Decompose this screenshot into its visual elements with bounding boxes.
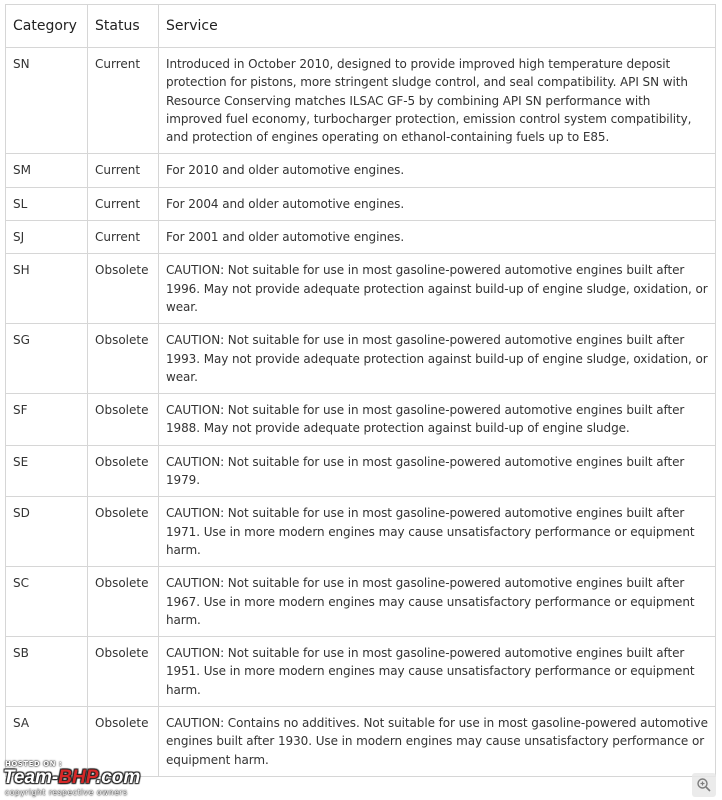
cell-category: SB: [6, 637, 88, 707]
cell-service: For 2001 and older automotive engines.: [159, 221, 716, 254]
table-row: [6, 221, 716, 254]
header-service: Service: [159, 5, 716, 48]
watermark-hosted-on: HOSTED ON :: [5, 760, 63, 768]
cell-status: Obsolete: [88, 567, 159, 637]
cell-category: SJ: [6, 221, 88, 254]
cell-status: Obsolete: [88, 254, 159, 324]
cell-category: SA: [6, 707, 88, 777]
cell-category: SH: [6, 254, 88, 324]
cell-service: CAUTION: Not suitable for use in most gasoline-powered automotive engines built after 1967. Use in more modern engines may cause unsatisfactory performance or equipment harm.: [159, 567, 716, 637]
cell-status: Obsolete: [88, 445, 159, 497]
header-category: Category: [6, 5, 88, 48]
api-oil-category-table: [5, 4, 716, 777]
table-row: [6, 324, 716, 394]
logo-part-team: Team-: [3, 767, 59, 788]
table-row: [6, 567, 716, 637]
cell-status: Obsolete: [88, 497, 159, 567]
zoom-button[interactable]: [692, 773, 716, 797]
cell-status: Obsolete: [88, 637, 159, 707]
cell-service: CAUTION: Not suitable for use in most gasoline-powered automotive engines built after 1979.: [159, 445, 716, 497]
watermark-copyright: copyright respective owners: [5, 788, 128, 797]
cell-status: Current: [88, 187, 159, 220]
table-row: [6, 445, 716, 497]
table-row: [6, 187, 716, 220]
cell-service: CAUTION: Contains no additives. Not suitable for use in most gasoline-powered automotive engines built after 1930. Use in modern engines may cause unsatisfactory performance or equipment harm.: [159, 707, 716, 777]
cell-category: SC: [6, 567, 88, 637]
cell-category: SL: [6, 187, 88, 220]
table-row: [6, 394, 716, 446]
table-row: [6, 497, 716, 567]
cell-category: SG: [6, 324, 88, 394]
cell-service: For 2004 and older automotive engines.: [159, 187, 716, 220]
team-bhp-logo: [3, 767, 140, 789]
cell-service: CAUTION: Not suitable for use in most gasoline-powered automotive engines built after 1996. May not provide adequate protection against build-up of engine sludge, oxidation, or wear.: [159, 254, 716, 324]
logo-part-com: .com: [95, 767, 141, 788]
cell-status: Obsolete: [88, 707, 159, 777]
cell-status: Obsolete: [88, 394, 159, 446]
cell-service: For 2010 and older automotive engines.: [159, 154, 716, 187]
zoom-icon: [696, 777, 712, 793]
cell-service: Introduced in October 2010, designed to provide improved high temperature deposit protection for pistons, more stringent sludge control, and seal compatibility. API SN with Resource Conserving matches ILSAC GF-5 by combining API SN performance with improved fuel economy, turbocharger protection, emission control system compatibility, and protection of engines operating on ethanol-containing fuels up to E85.: [159, 48, 716, 154]
cell-service: CAUTION: Not suitable for use in most gasoline-powered automotive engines built after 1988. May not provide adequate protection against build-up of engine sludge.: [159, 394, 716, 446]
header-status: Status: [88, 5, 159, 48]
cell-category: SE: [6, 445, 88, 497]
cell-status: Current: [88, 221, 159, 254]
cell-service: CAUTION: Not suitable for use in most gasoline-powered automotive engines built after 1971. Use in more modern engines may cause unsatisfactory performance or equipment harm.: [159, 497, 716, 567]
table-header-row: [6, 5, 716, 48]
team-bhp-watermark: [3, 760, 193, 798]
cell-status: Obsolete: [88, 324, 159, 394]
table-row: [6, 154, 716, 187]
cell-service: CAUTION: Not suitable for use in most gasoline-powered automotive engines built after 1951. Use in more modern engines may cause unsatisfactory performance or equipment harm.: [159, 637, 716, 707]
table-row: [6, 254, 716, 324]
cell-category: SN: [6, 48, 88, 154]
cell-status: Current: [88, 48, 159, 154]
logo-part-bhp: BHP: [58, 767, 96, 788]
table-row: [6, 48, 716, 154]
cell-status: Current: [88, 154, 159, 187]
cell-service: CAUTION: Not suitable for use in most gasoline-powered automotive engines built after 1993. May not provide adequate protection against build-up of engine sludge, oxidation, or wear.: [159, 324, 716, 394]
cell-category: SF: [6, 394, 88, 446]
cell-category: SM: [6, 154, 88, 187]
table-row: [6, 637, 716, 707]
cell-category: SD: [6, 497, 88, 567]
